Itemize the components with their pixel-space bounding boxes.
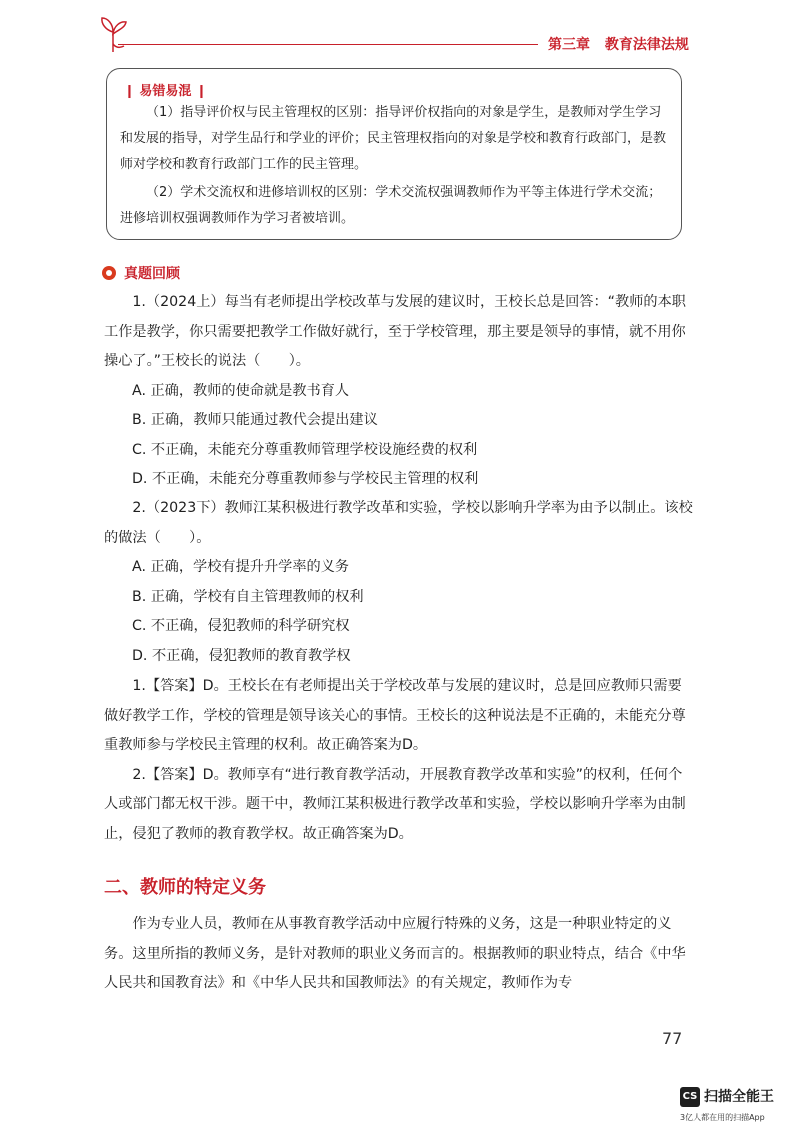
header-rule xyxy=(118,44,538,45)
watermark-name: 扫描全能王 xyxy=(704,1089,774,1105)
watermark-tagline: 3亿人都在用的扫描App xyxy=(680,1113,765,1122)
answer-1: 1.【答案】D。王校长在有老师提出关于学校改革与发展的建议时，总是回应教师只需要做好教学工作，学校的管理是领导该关心的事情。王校长的这种说法是不正确的，未能充分尊重教师参与学校民主管理的权利。故正确答案为D。 xyxy=(104,678,686,753)
question-2-option-d: D. 不正确，侵犯教师的教育教学权 xyxy=(132,647,351,664)
question-1-option-a: A. 正确，教师的使命就是教书育人 xyxy=(132,382,350,399)
question-2-option-b: B. 正确，学校有自主管理教师的权利 xyxy=(132,588,364,605)
question-2-option-c: C. 不正确，侵犯教师的科学研究权 xyxy=(132,618,350,634)
page-number: 77 xyxy=(662,1029,683,1048)
question-1-option-d: D. 不正确，未能充分尊重教师参与学校民主管理的权利 xyxy=(132,471,479,487)
question-2-option-a: A. 正确，学校有提升升学率的义务 xyxy=(132,559,350,575)
question-2 xyxy=(104,494,694,671)
answer-2: 2.【答案】D。教师享有“进行教育教学活动，开展教育教学改革和实验”的权利，任何个人或部门都无权干涉。题干中，教师江某积极进行教学改革和实验，学校以影响升学率为由制止，侵犯了教师的教育教学权。故正确答案为D。 xyxy=(104,766,686,842)
section-paragraph: 作为专业人员，教师在从事教育教学活动中应履行特殊的义务，这是一种职业特定的义务。这里所指的教师义务，是针对教师的职业义务而言的。根据教师的职业特点，结合《中华人民共和国教育法》和《中华人民共和国教师法》的有关规定，教师作为专 xyxy=(104,916,686,991)
question-1 xyxy=(104,288,694,495)
callout-paragraph-2: （2）学术交流权和进修培训权的区别：学术交流权强调教师作为平等主体进行学术交流；进修培训权强调教师作为学习者被培训。 xyxy=(120,185,662,226)
callout-tag: ❙ 易错易混 ❙ xyxy=(124,84,207,99)
question-2-stem: 2.（2023下）教师江某积极进行教学改革和实验，学校以影响升学率为由予以制止。该校的做法（ ）。 xyxy=(104,500,693,546)
question-1-option-b: B. 正确，教师只能通过教代会提出建议 xyxy=(132,412,378,428)
chapter-title: 教育法律法规 xyxy=(604,37,689,53)
callout-paragraph-1: （1）指导评价权与民主管理权的区别：指导评价权指向的对象是学生，是教师对学生学习和发展的指导，对学生品行和学业的评价；民主管理权指向的对象是学校和教育行政部门，是教师对学校和教育行政部门工作的民主管理。 xyxy=(120,105,667,172)
section-heading: 二、教师的特定义务 xyxy=(104,877,266,898)
running-header xyxy=(548,34,699,54)
answer-block xyxy=(104,672,694,849)
review-bullet-icon xyxy=(102,266,116,280)
chapter-number: 第三章 xyxy=(548,37,590,53)
question-1-stem: 1.（2024上）每当有老师提出学校改革与发展的建议时，王校长总是回答：“教师的本职工作是教学，你只需要把教学工作做好就行，至于学校管理，那主要是领导的事情，就不用你操心了。”王校长的说法（ ）。 xyxy=(104,294,686,369)
camscanner-logo-icon: CS xyxy=(680,1087,700,1107)
review-title: 真题回顾 xyxy=(124,266,180,282)
question-1-option-c: C. 不正确，未能充分尊重教师管理学校设施经费的权利 xyxy=(132,441,478,458)
sprout-icon xyxy=(98,12,128,52)
